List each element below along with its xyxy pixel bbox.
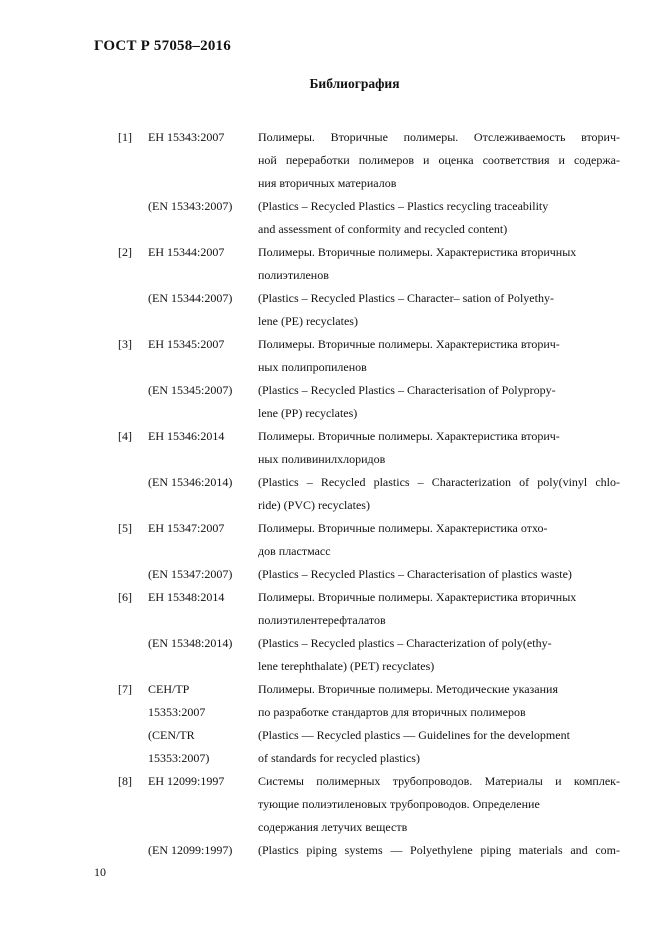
entry-text-line: тующие полиэтиленовых трубопроводов. Определение	[258, 797, 540, 811]
entry-text-line: Полимеры. Вторичные полимеры. Характеристика вторичных	[258, 590, 577, 604]
entry-number: [2]	[118, 245, 132, 259]
entry-text-line: and assessment of conformity and recycled content)	[258, 222, 508, 236]
entry-text-line: of standards for recycled plastics)	[258, 751, 420, 765]
entry-code: ЕН 15343:2007	[148, 130, 225, 144]
entry-code: (CEN/TR	[148, 728, 195, 742]
entry-number: [6]	[118, 590, 132, 604]
entry-code: ЕН 12099:1997	[148, 774, 225, 788]
entry-code: ЕН 15346:2014	[148, 429, 225, 443]
entry-text-line: (Plastics – Recycled Plastics – Plastics recycling traceability	[258, 199, 549, 213]
entry-text-line: дов пластмасс	[258, 544, 331, 558]
entry-text-line: Полимеры. Вторичные полимеры. Характеристика вторич-	[258, 429, 560, 443]
entry-text-line: ных полипропиленов	[258, 360, 367, 374]
entry-text-line: Системы полимерных трубопроводов. Материалы и комплек-	[258, 774, 620, 788]
entry-number: [5]	[118, 521, 132, 535]
entry-code: (EN 12099:1997)	[148, 843, 233, 857]
entry-text-line: lene (PP) recyclates)	[258, 406, 358, 420]
entry-text-line: (Plastics – Recycled Plastics – Character– sation of Polyethy-	[258, 291, 554, 305]
entry-text-line: lene (PE) recyclates)	[258, 314, 358, 328]
entry-number: [3]	[118, 337, 132, 351]
entry-text-line: Полимеры. Вторичные полимеры. Характеристика вторич-	[258, 337, 560, 351]
entry-code: ЕН 15345:2007	[148, 337, 225, 351]
entry-text-line: ride) (PVC) recyclates)	[258, 498, 370, 512]
entry-number: [7]	[118, 682, 132, 696]
entry-text-line: содержания летучих веществ	[258, 820, 408, 834]
entry-text-line: Полимеры. Вторичные полимеры. Характеристика отхо-	[258, 521, 548, 535]
entry-text-line: Полимеры. Вторичные полимеры. Методические указания	[258, 682, 558, 696]
entry-code: ЕН 15344:2007	[148, 245, 225, 259]
page-number: 10	[94, 865, 106, 879]
entry-code: (EN 15347:2007)	[148, 567, 233, 581]
entry-text-line: Полимеры. Вторичные полимеры. Характеристика вторичных	[258, 245, 577, 259]
entry-code: (EN 15346:2014)	[148, 475, 233, 489]
entry-text-line: Полимеры. Вторичные полимеры. Отслеживаемость вторич-	[258, 130, 620, 144]
entry-text-line: (Plastics — Recycled plastics — Guidelines for the development	[258, 728, 570, 742]
entry-text-line: ной переработки полимеров и оценка соответствия и содержа-	[258, 153, 620, 167]
entry-text-line: lene terephthalate) (PET) recyclates)	[258, 659, 435, 673]
document-header: ГОСТ Р 57058–2016	[94, 38, 231, 54]
entry-code: (EN 15344:2007)	[148, 291, 233, 305]
entry-text-line: ных поливинилхлоридов	[258, 452, 386, 466]
bibliography-title: Библиография	[309, 76, 400, 91]
entry-text-line: по разработке стандартов для вторичных полимеров	[258, 705, 526, 719]
entry-text-line: (Plastics – Recycled Plastics – Characterisation of Polypropy-	[258, 383, 556, 397]
entry-code: СЕН/ТР	[148, 682, 190, 696]
entry-code: 15353:2007)	[148, 751, 210, 765]
entry-text-line: полиэтиленов	[258, 268, 329, 282]
entry-text-line: (Plastics – Recycled plastics – Characterization of poly(ethy-	[258, 636, 552, 650]
entry-text-line: полиэтилентерефталатов	[258, 613, 386, 627]
entry-number: [8]	[118, 774, 132, 788]
entry-text-line: ния вторичных материалов	[258, 176, 397, 190]
entry-code: 15353:2007	[148, 705, 206, 719]
entry-code: ЕН 15347:2007	[148, 521, 225, 535]
entry-number: [1]	[118, 130, 132, 144]
entry-code: (EN 15348:2014)	[148, 636, 233, 650]
entry-text-line: (Plastics – Recycled plastics – Characterization of poly(vinyl chlo-	[258, 475, 620, 489]
entry-code: (EN 15343:2007)	[148, 199, 233, 213]
entry-number: [4]	[118, 429, 132, 443]
entry-code: ЕН 15348:2014	[148, 590, 225, 604]
entry-text-line: (Plastics piping systems — Polyethylene piping materials and com-	[258, 843, 620, 857]
entry-text-line: (Plastics – Recycled Plastics – Characterisation of plastics waste)	[258, 567, 572, 581]
entry-code: (EN 15345:2007)	[148, 383, 233, 397]
